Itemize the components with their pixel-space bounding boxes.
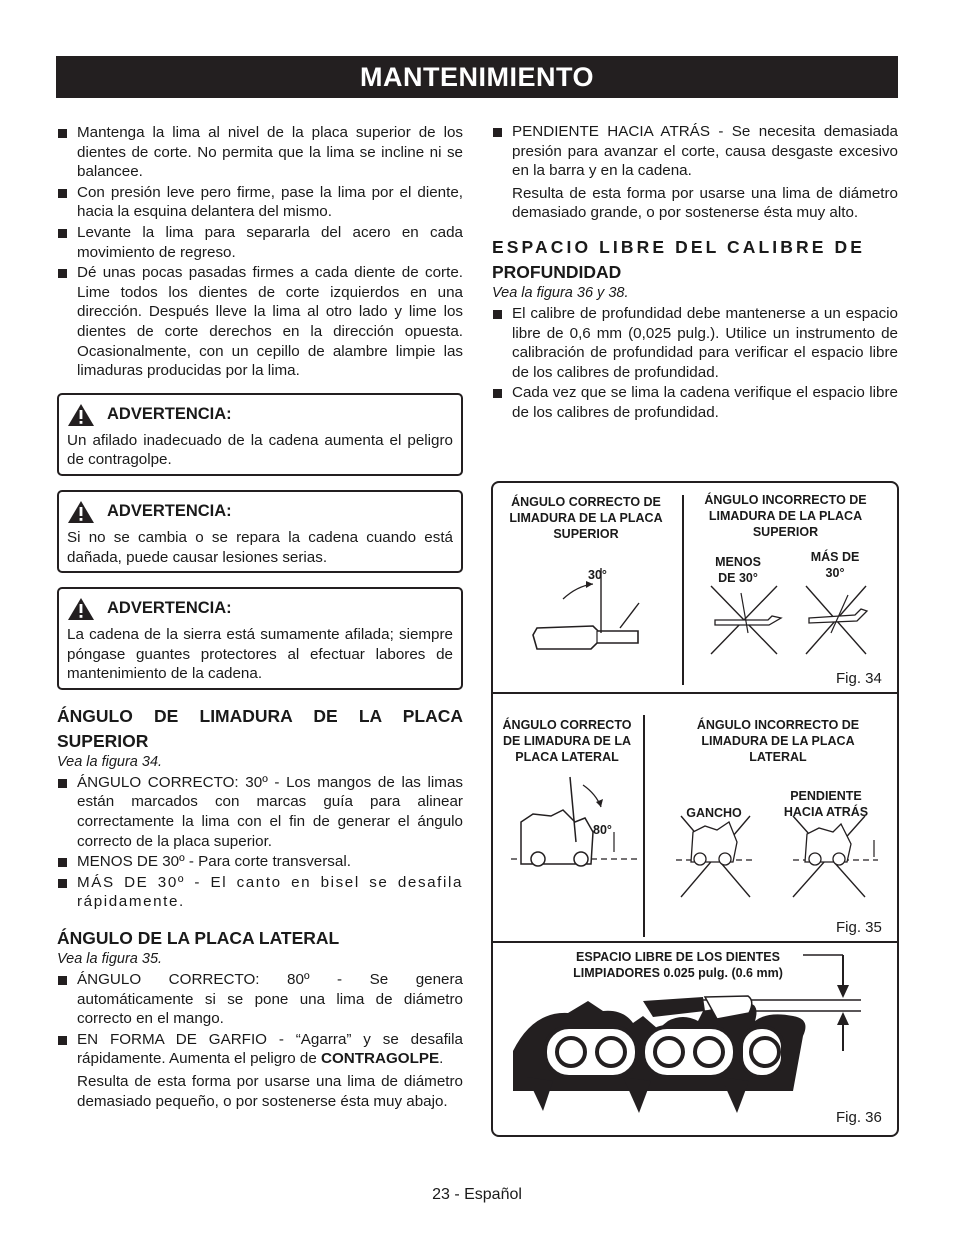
left-column xyxy=(57,123,463,1111)
list-item: ÁNGULO CORRECTO: 30º - Los mangos de las limas están marcados con marcas guía para alinear correctamente la lima con el fin de generar el ángulo correcto de la placa superior. xyxy=(57,773,463,851)
warning-box-2 xyxy=(57,490,463,573)
page-number: 23 - Español xyxy=(432,1186,522,1203)
filing-steps-list xyxy=(57,123,463,381)
section-title-depth-gauge xyxy=(492,235,898,285)
incorrect-side-plate-caption: ÁNGULO INCORRECTO DE LIMADURA DE LA PLACA LATERAL xyxy=(696,718,860,764)
list-item: MENOS DE 30º - Para corte transversal. xyxy=(57,852,463,872)
page-header: MANTENIMIENTO xyxy=(56,56,898,98)
section-title-side-plate: ÁNGULO DE LA PLACA LATERAL xyxy=(57,928,340,949)
backslope-list xyxy=(492,122,898,181)
correct-top-plate-caption: ÁNGULO CORRECTO DE LIMADURA DE LA PLACA SUPERIOR xyxy=(509,495,663,541)
backslope-note: Resulta de esta forma por usarse una lima de diámetro demasiado grande, o por sostenerse ésta muy alto. xyxy=(512,184,898,222)
warning-text: Un afilado inadecuado de la cadena aumenta el peligro de contragolpe. xyxy=(67,431,453,469)
list-item: Mantenga la lima al nivel de la placa superior de los dientes de corte. No permita que la lima se incline ni se balancee. xyxy=(57,123,463,182)
right-column xyxy=(492,122,898,424)
kickback-emphasis: CONTRAGOLPE xyxy=(321,1050,440,1068)
section-title-top-plate: ÁNGULO DE LIMADURA DE LA PLACA SUPERIOR xyxy=(57,705,463,751)
list-item xyxy=(57,1030,463,1069)
figure-reference: Vea la figura 36 y 38. xyxy=(492,284,629,301)
correct-side-plate-caption: ÁNGULO CORRECTO DE LIMADURA DE LA PLACA LATERAL xyxy=(502,718,632,764)
hook-label: GANCHO xyxy=(686,806,742,820)
angle-label: 30° xyxy=(588,568,607,582)
list-item: Levante la lima para separarla del acero en cada movimiento de regreso. xyxy=(57,223,463,262)
warning-title: ADVERTENCIA: xyxy=(107,502,232,521)
warning-text: La cadena de la sierra está sumamente afilada; siempre póngase guantes protectores al efectuar labores de mantenimiento de la cadena. xyxy=(67,626,453,683)
warning-box-3 xyxy=(57,587,463,690)
list-item: MÁS DE 30º - El canto en bisel se desafila rápidamente. xyxy=(57,873,463,912)
figure-label: Fig. 35 xyxy=(836,919,882,936)
warning-title: ADVERTENCIA: xyxy=(107,404,232,423)
figure-reference: Vea la figura 34. xyxy=(57,753,163,770)
side-plate-note: Resulta de esta forma por usarse una lima de diámetro demasiado pequeño, o por sostenerse ésta muy abajo. xyxy=(77,1073,463,1110)
warning-box-1 xyxy=(57,393,463,476)
hook-text: EN FORMA DE GARFIO - “Agarra” y se desafila rápidamente. Aumenta el peligro de xyxy=(77,1030,463,1068)
warning-title: ADVERTENCIA: xyxy=(107,599,232,618)
incorrect-top-plate-caption: ÁNGULO INCORRECTO DE LIMADURA DE LA PLACA SUPERIOR xyxy=(704,493,867,539)
list-item: Con presión leve pero firme, pase la lima por el diente, hacia la esquina delantera del mismo. xyxy=(57,183,463,222)
side-plate-diagram xyxy=(493,692,897,941)
figure-label: Fig. 34 xyxy=(836,670,882,687)
section-title-line: PROFUNDIDAD xyxy=(492,261,622,282)
depth-gauge-list xyxy=(492,304,898,423)
more-than-30-label: MÁS DE 30° xyxy=(810,550,860,580)
list-item: ÁNGULO CORRECTO: 80º - Se genera automáticamente si se pone una lima de diámetro correcto en el mango. xyxy=(57,970,463,1029)
list-item: Dé unas pocas pasadas firmes a cada diente de corte. Lime todos los dientes de corte izquierdos en una dirección. Después lleve la lima al otro lado y lime los dientes de corte derechos en la dirección opuesta. Ocasionalmente, con un cepillo de alambre limpie las limaduras producidas por la lima. xyxy=(57,263,463,381)
figure-label: Fig. 36 xyxy=(836,1109,882,1126)
figures-panel xyxy=(491,481,899,1137)
section-title-line: ESPACIO LIBRE DEL CALIBRE DE xyxy=(492,236,865,257)
chain-depth-gauge-diagram xyxy=(493,941,897,1135)
side-plate-list xyxy=(57,970,463,1069)
warning-triangle-icon xyxy=(67,403,95,427)
hook-text-end: . xyxy=(439,1050,444,1068)
warning-text: Si no se cambia o se repara la cadena cuando está dañada, puede causar lesiones serias. xyxy=(67,528,453,566)
figure-reference: Vea la figura 35. xyxy=(57,951,163,968)
list-item: PENDIENTE HACIA ATRÁS - Se necesita demasiada presión para avanzar el corte, causa desgaste excesivo en la barra y en la cadena. xyxy=(492,122,898,181)
less-than-30-label: MENOS DE 30° xyxy=(715,555,761,585)
warning-triangle-icon xyxy=(67,500,95,524)
backslope-label: PENDIENTE HACIA ATRÁS xyxy=(783,789,869,819)
top-plate-diagram xyxy=(493,483,897,692)
angle-label: 80° xyxy=(593,823,612,837)
warning-triangle-icon xyxy=(67,597,95,621)
top-plate-list xyxy=(57,773,463,912)
list-item: Cada vez que se lima la cadena verifique el espacio libre de los calibres de profundidad. xyxy=(492,383,898,422)
list-item: El calibre de profundidad debe mantenerse a un espacio libre de 0,6 mm (0,025 pulg.). Utilice un instrumento de calibración de profundidad para verificar el espacio libre de los calibres de profundidad. xyxy=(492,304,898,382)
depth-gauge-clearance-caption: ESPACIO LIBRE DE LOS DIENTES LIMPIADORES 0.025 pulg. (0.6 mm) xyxy=(573,950,783,980)
